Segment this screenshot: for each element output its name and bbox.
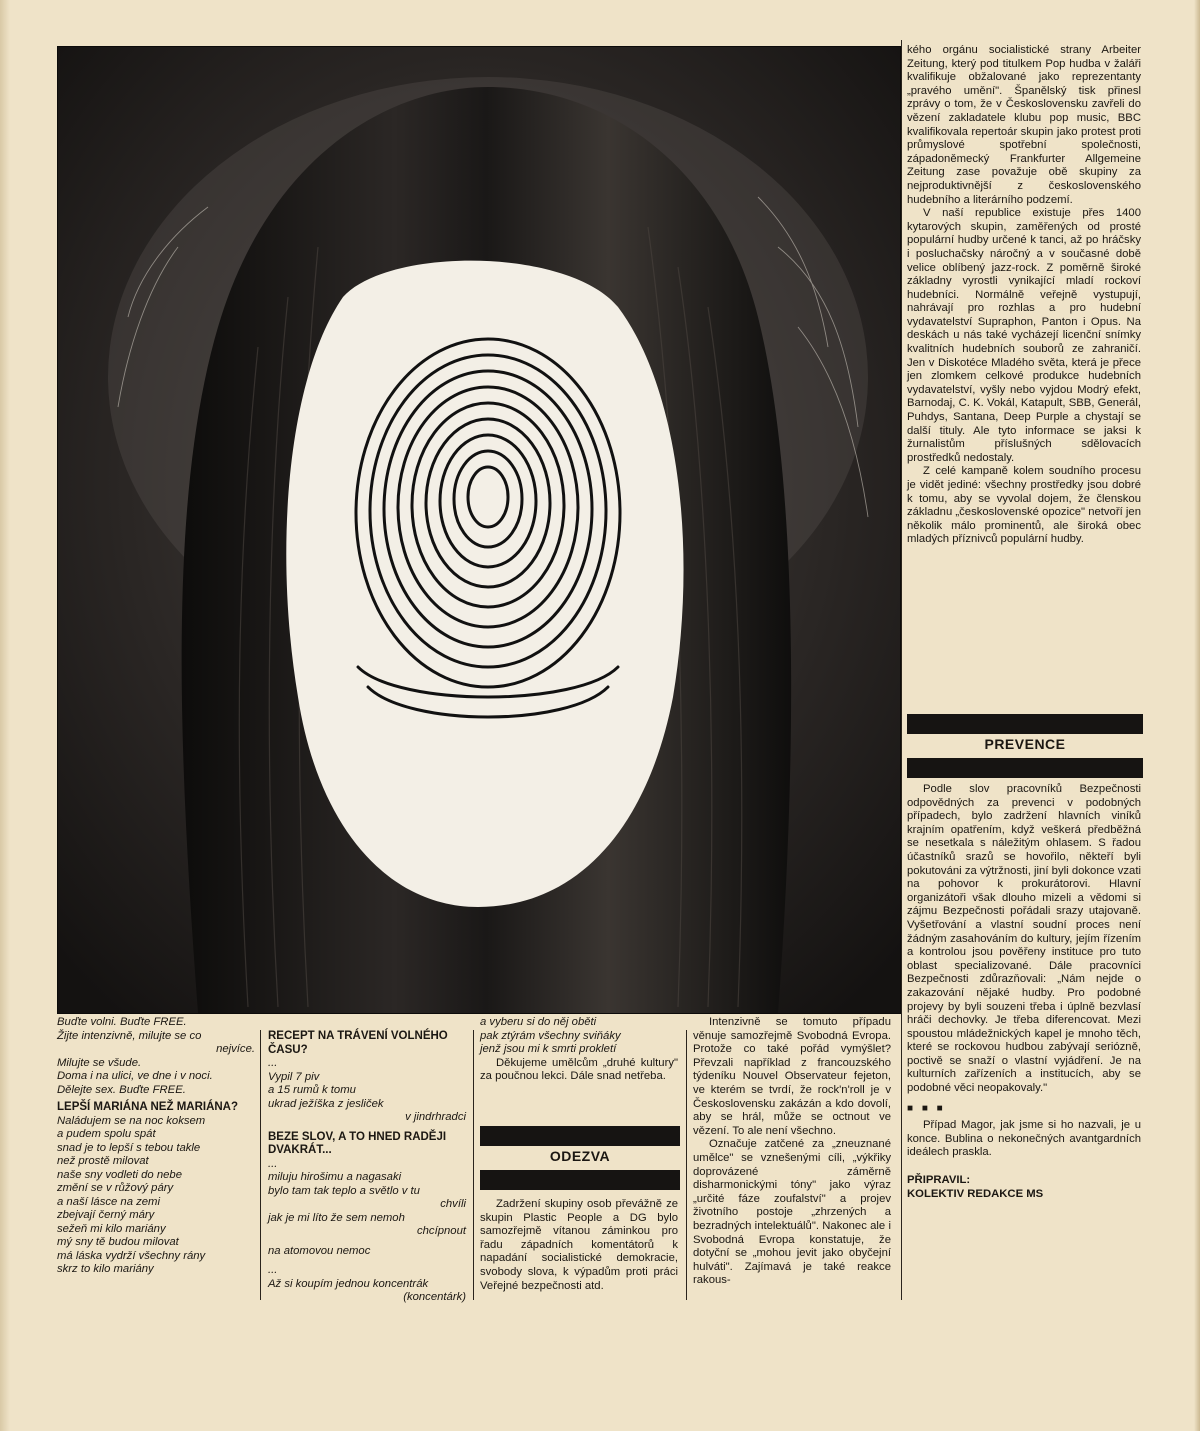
black-bar (907, 758, 1143, 778)
column-divider (473, 1030, 474, 1300)
article-paragraph: V naší republice existuje přes 1400 kytarových skupin, zaměřených od prosté populární hudby určené k tanci, až po hráčsky i posluchačsky náročný a v současné době velice oblíbený jazz-rock. Z poměrně široké základny vyrostli vynikající mladí rockoví hudebníci. Normálně veřejně vystupují, nahrávají pro rozhlas a pro hudební vydavatelství Supraphon, Panton i Opus. Na deskách u nás také vycházejí licenční snímky kvalitních hudebních souborů ze zahraničí. Jen v Diskotéce Mladého světa, která je přece jen zlomkem celkové produkce hudebních vydavatelství, vyšly nebo vyjdou Modrý efekt, Barnodaj, C. K. Vokál, Katapult, SBB, Generál, Puhdys, Santana, Deep Purple a chystají se další tituly. Ale tyto informace se jaksi k žurnalistům příslušných sdělovacích prostředků nedostaly. (907, 207, 1141, 464)
poem-line: Buďte volni. Buďte FREE. (57, 1016, 187, 1028)
black-bar (480, 1170, 680, 1190)
poem-column-2 (268, 1030, 466, 1305)
page-edge-right (1194, 0, 1200, 1431)
signature-name: KOLEKTIV REDAKCE MS (907, 1187, 1044, 1200)
poem-line: a naší lásce na zemi (57, 1195, 160, 1208)
poem-line: a pudem spolu spát (57, 1128, 156, 1141)
column-divider (901, 40, 902, 1300)
poem-line: naše sny vodleti do nebe (57, 1168, 182, 1181)
article-paragraph: Podle slov pracovníků Bezpečnosti odpovědných za prevenci v podobných případech, bylo zadržení hlavních viníků krajním opatřením, když veškerá předběžná se nesetkala s náležitým ohlasem. S řadou účastníků srazů se hovořilo, někteří byli pokutováni za výtržnosti, jiní byli dokonce vzati na pohovor k prokurátorovi. Hlavní organizátoři však dlouho mizeli a vědomi si zájmu Bezpečnosti pořádali srazy utajovaně. Vyšetřování a vlastní soudní proces není žádným zasahováním do kultury, jejím řízením a kontrolou jsou pověřeny instituce pro tuto oblast specializované. Dále pracovníci Bezpečnosti zdůrazňovali: „Nám nejde o zakazování nějaké hudby. Pro podobné projevy by byli souzeni třeba i úplně bezvlasí hráči dechovky. Je třeba diferencovat. Mezi spoustou mládežnických kapel je mnoho těch, které se rockovou hudbou zabývají seriózně, poctivě se snaží o vlastní vyjádření. Je na kulturních zařízeních a institucích, aby se podobné věci neopakovaly." (907, 783, 1141, 1095)
article-column-4 (693, 1016, 891, 1288)
odezva-paragraph: Zadržení skupiny osob převážně ze skupin Plastic People a DG bylo samozřejmě vítanou záminkou pro řadu západních komentátorů k napadání socialistické demokracie, svobody slova, k výpadům proti práci Veřejné bezpečnosti atd. (480, 1198, 678, 1292)
poem-line: miluju hirošimu a nagasaki (268, 1171, 402, 1184)
odezva-column (480, 1016, 678, 1084)
poem-line: zbejvají černý máry (57, 1209, 155, 1222)
prevence-column (907, 783, 1141, 1201)
poem-line: ukrad ježíška z jesliček (268, 1097, 384, 1110)
page-edge-left (0, 0, 10, 1431)
poem-heading: LEPŠÍ MARIÁNA NEŽ MARIÁNA? (57, 1101, 239, 1113)
poem-line: než prostě milovat (57, 1155, 149, 1168)
poem-heading: RECEPT NA TRÁVENÍ VOLNÉHO ČASU? (268, 1030, 448, 1056)
right-article-column (907, 44, 1141, 547)
poem-line: Naládujem se na noc koksem (57, 1114, 206, 1127)
signature-label: PŘIPRAVIL: (907, 1174, 971, 1187)
poem-column-1 (57, 1016, 255, 1277)
poem-line: Doma i na ulici, ve dne i v noci. (57, 1070, 213, 1082)
poem-line: nejvíce. (216, 1043, 255, 1055)
poem-line: na atomovou nemoc (268, 1244, 371, 1257)
section-bullets: ■ ■ ■ (907, 1102, 946, 1114)
poem-line: (koncentárk) (403, 1291, 466, 1304)
article-paragraph: Intenzivně se tomuto případu věnuje samozřejmě Svobodná Evropa. Protože co také pořád vymýšlet? Převzali například z francouzského týdeníku Nouvel Observateur fejeton, ve kterém se tvrdí, že rock'n'roll je v Československu zakázán a kdo dovolí, aby se hrál, může se octnout ve vězení. To ale není všechno. (693, 1016, 891, 1137)
poem-line: sežeň mi kilo mariány (57, 1222, 166, 1235)
black-bar (907, 714, 1143, 734)
odezva-heading: ODEZVA (549, 1148, 611, 1164)
poem-line: změní se v růžový páry (57, 1182, 174, 1195)
prevence-heading: PREVENCE (984, 736, 1066, 752)
article-paragraph: Označuje zatčené za „zneuznané umělce" se vznešenými cíli, „výkřiky doprovázené záměrně disharmonickými tóny" jako výraz „určité fáze zoufalství" a projev životního postoje „zhrzených a bezradných intelektuálů". Nakonec ale i Svobodná Evropa konstatuje, že dotyční se „mohou jevit jako obyčejní hulváti". Zajímavá je také reakce rakous- (693, 1138, 891, 1287)
thanks-paragraph: Děkujeme umělcům „druhé kultury" za poučnou lekci. Dále snad netřeba. (480, 1056, 678, 1083)
ellipsis: ... (268, 1057, 278, 1070)
poem-line: chcípnout (417, 1225, 466, 1238)
closing-paragraph: Případ Magor, jak jsme si ho nazvali, je u konce. Bublina o nekonečných avantgardních ideálech praskla. (907, 1119, 1141, 1159)
odezva-heading-block (480, 1126, 680, 1188)
poem-line: Vypil 7 piv (268, 1070, 320, 1083)
odezva-text-column (480, 1198, 678, 1293)
prevence-heading-block (907, 714, 1143, 778)
poem-line: jak je mi líto že sem nemoh (268, 1211, 405, 1224)
poem-line: snad je to lepší s tebou takle (57, 1141, 201, 1154)
ellipsis: ... (268, 1157, 278, 1170)
poem-line: pak ztýrám všechny sviňáky (480, 1029, 621, 1042)
poem-line: Milujte se všude. (57, 1056, 142, 1069)
fingerprint-face-icon (58, 47, 900, 1013)
poem-line: Žijte intenzivně, milujte se co (57, 1029, 202, 1042)
poem-line: bylo tam tak teplo a světlo v tu (268, 1184, 420, 1197)
poem-line: Až si koupím jednou koncentrák (268, 1277, 429, 1290)
poem-line: a 15 rumů k tomu (268, 1084, 356, 1097)
poem-line: mý sny tě budou milovat (57, 1236, 179, 1249)
column-divider (260, 1030, 261, 1300)
poem-line: jenž jsou mi k smrti prokletí (480, 1043, 617, 1055)
poem-heading: BEZE SLOV, A TO HNED RADĚJI DVAKRÁT... (268, 1130, 447, 1157)
ellipsis: ... (268, 1264, 278, 1277)
poem-line: a vyberu si do něj oběti (480, 1016, 597, 1028)
article-paragraph: kého orgánu socialistické strany Arbeiter Zeitung, který pod titulkem Pop hudba v žaláři kvalifikuje obžalované jako reprezentanty „pravého umění". Španělský tisk přinesl zprávy o tom, že v Československu zavřeli do vězení zakladatele klubu pop music, BBC kvalifikovala repertoár skupin jako protest proti průmyslové spotřební společnosti, západoněmecký Frankfurter Allgemeine Zeitung zase považuje obě skupiny za nejproduktivnější z československého hudebního a literárního podzemí. (907, 44, 1141, 206)
column-divider (686, 1030, 687, 1300)
poem-line: chvíli (440, 1198, 466, 1211)
poem-line: Dělejte sex. Buďte FREE. (57, 1083, 186, 1096)
poem-line: skrz to kilo mariány (57, 1263, 154, 1276)
portrait-photo (57, 46, 901, 1014)
poem-signature: v jindrhradci (405, 1111, 466, 1124)
article-paragraph: Z celé kampaně kolem soudního procesu je vidět jediné: všechny prostředky jsou dobré k tomu, aby se vyvolal dojem, že členskou základnu „československé opozice" netvoří jen několik málo prominentů, ale široká obec mladých příznivců populární hudby. (907, 465, 1141, 546)
poem-line: má láska vydrží všechny rány (57, 1249, 206, 1262)
black-bar (480, 1126, 680, 1146)
